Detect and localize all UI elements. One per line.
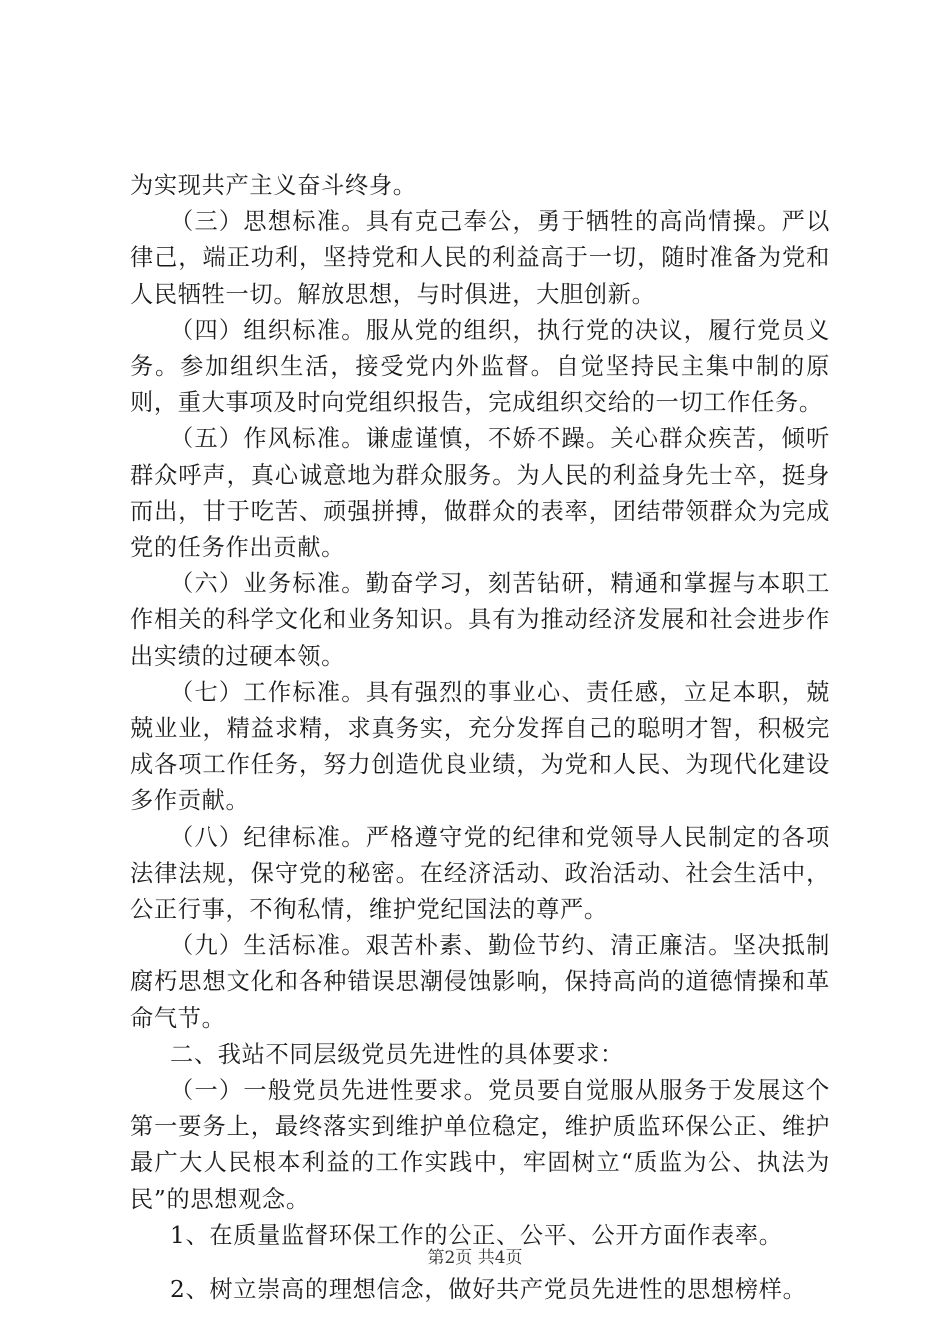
document-body [130, 168, 830, 1308]
paragraph-standard-7: （七）工作标准。具有强烈的事业心、责任感，立足本职，兢兢业业，精益求精，求真务实，充分发挥自己的聪明才智，积极完成各项工作任务，努力创造优良业绩，为党和人民、为现代化建设多作贡献。 [130, 678, 830, 815]
paragraph-standard-6: （六）业务标准。勤奋学习，刻苦钻研，精通和掌握与本职工作相关的科学文化和业务知识。具有为推动经济发展和社会进步作出实绩的过硬本领。 [130, 570, 830, 670]
section-heading-2: 二、我站不同层级党员先进性的具体要求： [170, 1040, 624, 1068]
paragraph-continuation: 为实现共产主义奋斗终身。 [130, 172, 417, 199]
paragraph-general-requirements: （一）一般党员先进性要求。党员要自觉服从服务于发展这个第一要务上，最终落实到维护单位稳定，维护质监环保公正、维护最广大人民根本利益的工作实践中，牢固树立“质监为公、执法为民”的思想观念。 [130, 1077, 830, 1213]
list-item-2: 2、树立崇高的理想信念，做好共产党员先进性的思想榜样。 [170, 1276, 807, 1304]
paragraph-standard-9: （九）生活标准。艰苦朴素、勤俭节约、清正廉洁。坚决抵制腐朽思想文化和各种错误思潮侵蚀影响，保持高尚的道德情操和革命气节。 [130, 932, 830, 1032]
paragraph-standard-5: （五）作风标准。谦虚谨慎，不娇不躁。关心群众疾苦，倾听群众呼声，真心诚意地为群众服务。为人民的利益身先士卒，挺身而出，甘于吃苦、顽强拼搏，做群众的表率，团结带领群众为完成党的任务作出贡献。 [130, 425, 830, 562]
paragraph-standard-4: （四）组织标准。服从党的组织，执行党的决议，履行党员义务。参加组织生活，接受党内外监督。自觉坚持民主集中制的原则，重大事项及时向党组织报告，完成组织交给的一切工作任务。 [130, 316, 830, 417]
paragraph-standard-8: （八）纪律标准。严格遵守党的纪律和党领导人民制定的各项法律法规，保守党的秘密。在经济活动、政治活动、社会生活中，公正行事，不徇私情，维护党纪国法的尊严。 [130, 823, 830, 924]
list-item-1: 1、在质量监督环保工作的公正、公平、公开方面作表率。 [170, 1221, 783, 1249]
page-number-footer: 第2页 共4页 [427, 1248, 523, 1268]
paragraph-standard-3: （三）思想标准。具有克己奉公，勇于牺牲的高尚情操。严以律己，端正功利，坚持党和人民的利益高于一切，随时准备为党和人民牺牲一切。解放思想，与时俱进，大胆创新。 [130, 208, 830, 308]
